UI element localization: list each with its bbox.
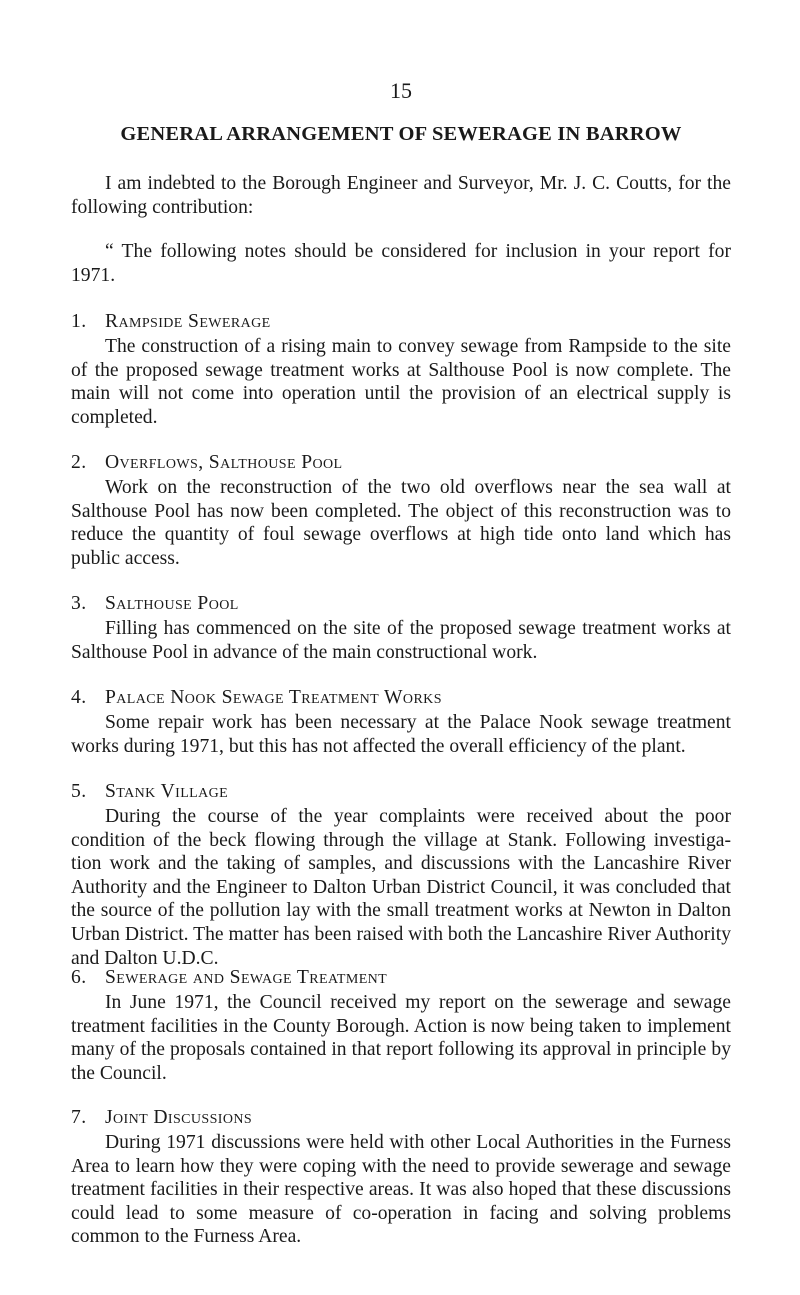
section-5-body	[71, 805, 731, 970]
section-number: 2.	[71, 452, 87, 473]
section-7-body	[71, 1131, 731, 1249]
section-1-heading	[71, 310, 271, 334]
page-title: GENERAL ARRANGEMENT OF SEWERAGE IN BARROW	[120, 123, 682, 145]
intro-paragraph	[71, 172, 731, 219]
section-text: The construction of a rising main to convey sewage from Rampside to the site of the proposed sewage treatment works at Salthouse Pool is now complete. The main will not come into operation until the provision of an electrical supply is completed.	[71, 336, 731, 428]
section-title: Overflows, Salthouse Pool	[105, 452, 343, 473]
section-number: 1.	[71, 311, 87, 332]
section-number: 4.	[71, 687, 87, 708]
section-5-heading	[71, 780, 228, 804]
section-title: Sewerage and Sewage Treatment	[105, 967, 388, 988]
section-6-body	[71, 991, 731, 1085]
section-title: Joint Discussions	[105, 1107, 253, 1128]
section-4-heading	[71, 686, 442, 710]
section-number: 5.	[71, 781, 87, 802]
section-title: Stank Village	[105, 781, 229, 802]
section-title: Palace Nook Sewage Treatment Works	[105, 687, 442, 708]
section-6-heading	[71, 966, 387, 990]
section-3-body	[71, 617, 731, 664]
section-4-body	[71, 711, 731, 758]
section-text: Some repair work has been necessary at the Palace Nook sewage treatment works during 1971, but this has not affected the overall efficiency of the plant.	[71, 712, 731, 757]
section-7-heading	[71, 1106, 252, 1130]
section-number: 7.	[71, 1107, 87, 1128]
section-2-heading	[71, 451, 342, 475]
section-2-body	[71, 476, 731, 570]
section-1-body	[71, 335, 731, 429]
section-3-heading	[71, 592, 239, 616]
intro-text: I am indebted to the Borough Engineer and Surveyor, Mr. J. C. Coutts, for the following contribution:	[71, 173, 731, 218]
quote-intro-paragraph	[71, 240, 731, 287]
section-text: During 1971 discussions were held with other Local Authorities in the Furness Area to learn how they were coping with the need to provide sewerage and sewage treatment facilities in their respective areas. It was also hoped that these discussions could lead to some measure of co-operation in facing and solving problems common to the Furness Area.	[71, 1132, 731, 1248]
section-text: Work on the reconstruction of the two old overflows near the sea wall at Salthouse Pool has now been completed. The object of this reconstruction was to reduce the quantity of foul sewage overflows at high tide onto land which has public access.	[71, 477, 731, 569]
section-text: During the course of the year complaints were received about the poor condition of the beck flowing through the village at Stank. Following investiga- tion work and the taking of samples, and discussions with the Lancashire River Authority and the Engineer to Dalton Urban District Council, it was concluded that the source of the pollution lay with the small treatment works at Newton in Dalton Urban District. The matter has been raised with both the Lancashire River Authority and Dalton U.D.C.	[71, 806, 731, 969]
quote-intro-text: “ The following notes should be considered for inclusion in your report for 1971.	[71, 241, 731, 286]
section-number: 6.	[71, 967, 87, 988]
section-number: 3.	[71, 593, 87, 614]
section-title: Salthouse Pool	[105, 593, 239, 614]
section-text: Filling has commenced on the site of the proposed sewage treatment works at Salthouse Pool in advance of the main constructional work.	[71, 618, 731, 663]
page-number: 15	[390, 78, 412, 103]
section-title: Rampside Sewerage	[105, 311, 271, 332]
section-text: In June 1971, the Council received my report on the sewerage and sewage treatment facilities in the County Borough. Action is now being taken to implement many of the proposals contained in that report following its approval in principle by the Council.	[71, 992, 731, 1084]
